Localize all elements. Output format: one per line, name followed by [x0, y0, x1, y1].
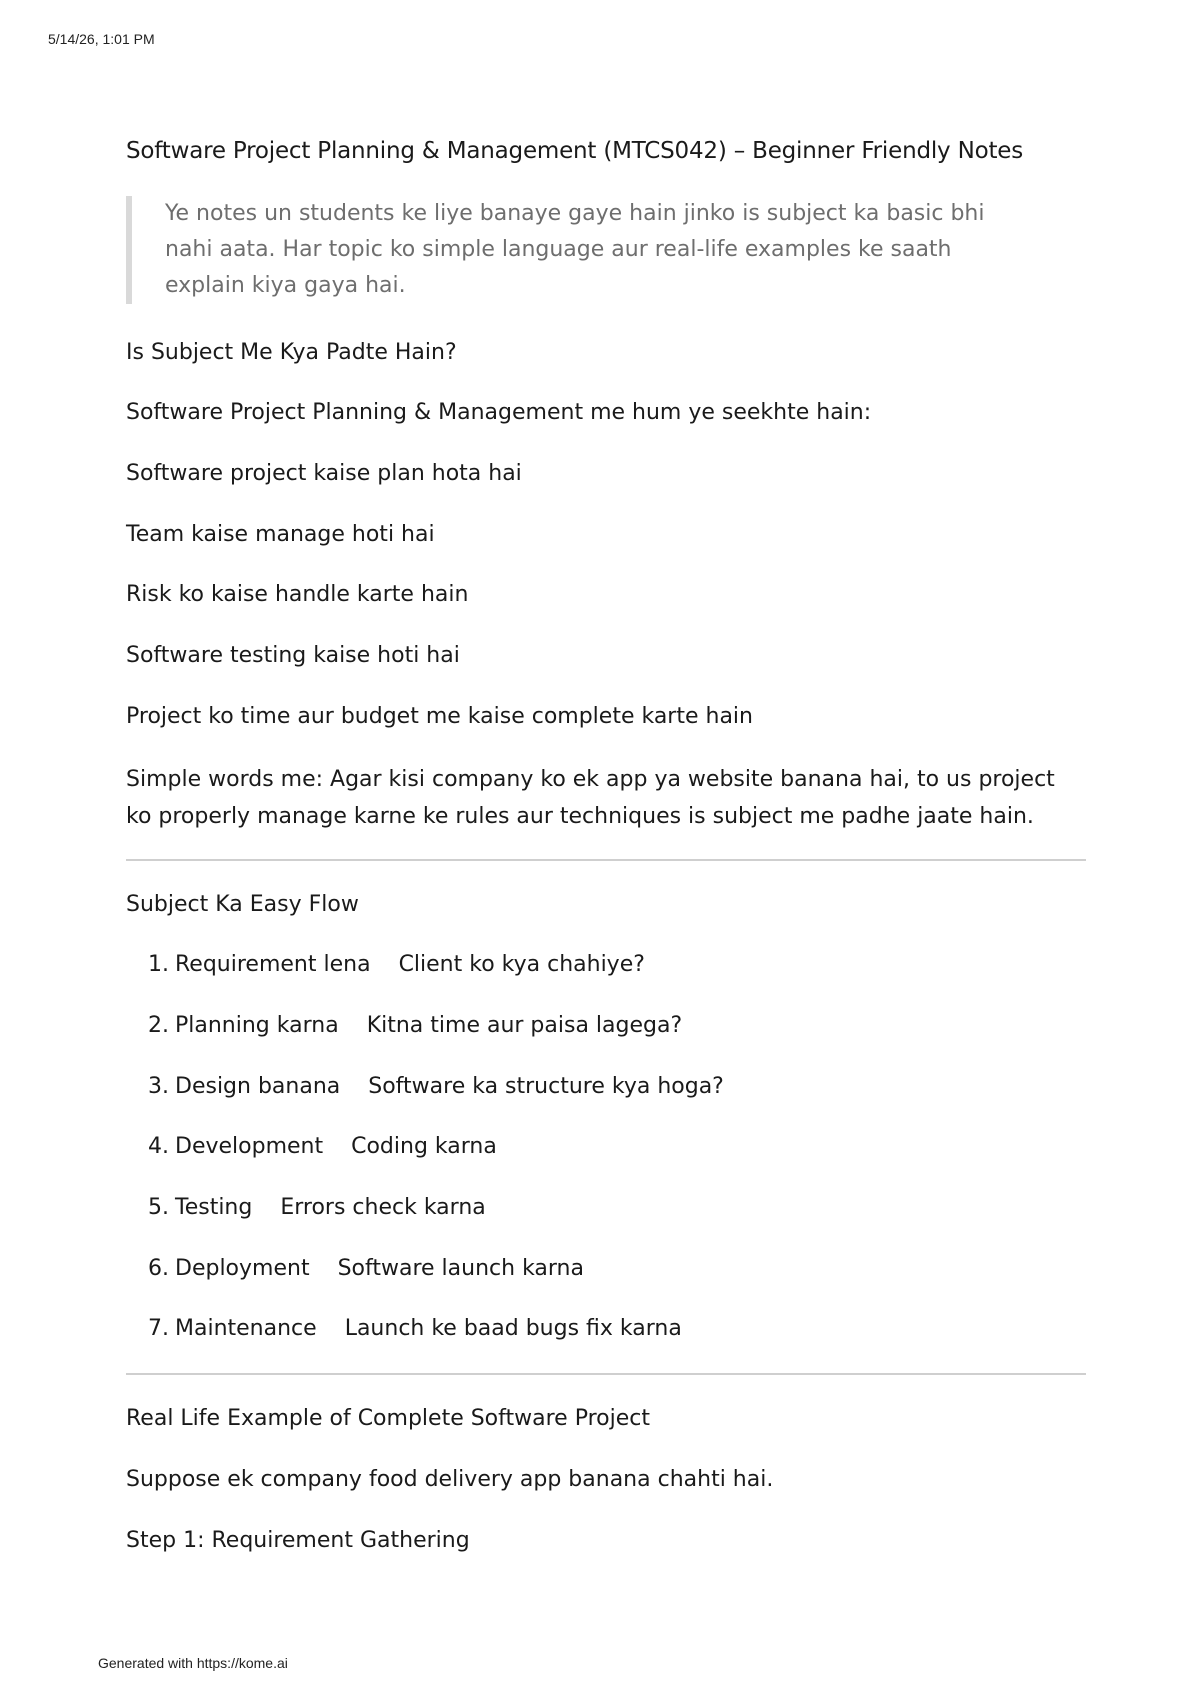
flow-step: Maintenance [175, 1316, 317, 1341]
blockquote-line: Ye notes un students ke liye banaye gaye hain jinko is subject ka basic bhi [165, 201, 985, 226]
flow-step: Planning karna [175, 1013, 339, 1038]
flow-description: Software ka structure kya hoga? [368, 1074, 724, 1099]
section-divider [126, 859, 1086, 861]
flow-list-item [148, 1195, 486, 1220]
simple-words-paragraph: Simple words me: Agar kisi company ko ek app ya website banana hai, to us project ko properly manage karne ke rules aur techniques is subject me padhe jaate hain. [126, 767, 1055, 829]
flow-list-item [148, 1316, 682, 1341]
example-lead: Suppose ek company food delivery app banana chahti hai. [126, 1467, 774, 1492]
intro-blockquote [126, 196, 1065, 304]
flow-number: 1. [148, 952, 169, 977]
flow-step: Design banana [175, 1074, 341, 1099]
flow-step: Development [175, 1134, 324, 1159]
topic-item: Team kaise manage hoti hai [126, 522, 435, 547]
flow-number: 5. [148, 1195, 169, 1220]
flow-list-item [148, 952, 645, 977]
section-heading-intro: Is Subject Me Kya Padte Hain? [126, 340, 457, 365]
topic-item: Project ko time aur budget me kaise complete karte hain [126, 704, 753, 729]
generated-footer: Generated with https://kome.ai [98, 1655, 288, 1671]
topic-item: Software testing kaise hoti hai [126, 643, 460, 668]
flow-description: Coding karna [351, 1134, 497, 1159]
topic-item: Risk ko kaise handle karte hain [126, 582, 469, 607]
flow-number: 2. [148, 1013, 169, 1038]
flow-step: Requirement lena [175, 952, 371, 977]
flow-description: Kitna time aur paisa lagega? [366, 1013, 683, 1038]
section-heading-flow: Subject Ka Easy Flow [126, 892, 359, 917]
flow-step: Testing [175, 1195, 253, 1220]
flow-list-item [148, 1074, 724, 1099]
flow-step: Deployment [175, 1256, 310, 1281]
intro-lead: Software Project Planning & Management me hum ye seekhte hain: [126, 400, 872, 425]
section-heading-example: Real Life Example of Complete Software Project [126, 1406, 650, 1431]
flow-description: Client ko kya chahiye? [398, 952, 645, 977]
flow-list-item [148, 1256, 584, 1281]
flow-number: 7. [148, 1316, 169, 1341]
flow-description: Launch ke baad bugs fix karna [344, 1316, 682, 1341]
section-divider [126, 1373, 1086, 1375]
flow-number: 6. [148, 1256, 169, 1281]
flow-number: 4. [148, 1134, 169, 1159]
topic-item: Software project kaise plan hota hai [126, 461, 522, 486]
flow-list-item [148, 1013, 682, 1038]
page-title: Software Project Planning & Management (MTCS042) – Beginner Friendly Notes [126, 138, 1023, 164]
print-timestamp: 5/14/26, 1:01 PM [48, 31, 155, 47]
flow-description: Errors check karna [280, 1195, 486, 1220]
blockquote-line: nahi aata. Har topic ko simple language aur real-life examples ke saath [165, 237, 952, 262]
step-heading: Step 1: Requirement Gathering [126, 1528, 470, 1553]
flow-description: Software launch karna [337, 1256, 584, 1281]
flow-number: 3. [148, 1074, 169, 1099]
flow-list-item [148, 1134, 497, 1159]
blockquote-line: explain kiya gaya hai. [165, 273, 406, 298]
